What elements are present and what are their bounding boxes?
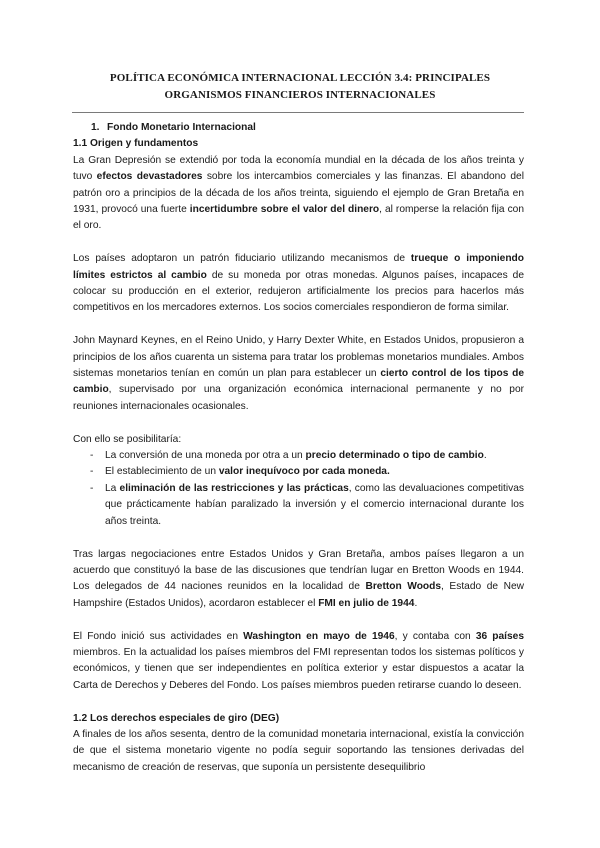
paragraph-inicio-fondo (73, 629, 524, 695)
text: Tras largas negociaciones entre Estados Unidos y Gran Bretaña, ambos países llegaron a un acuerdo que constituyó la base de las discusiones que tendrían lugar en Bretton Woods en 1944. Los delegados de 44 naciones reunidos en la localidad de (73, 548, 524, 593)
text: John Maynard Keynes, en el Reino Unido, y Harry Dexter White, en Estados Unidos, propusieron a principios de los años cuarenta un sistema para tratar los problemas monetarios mundiales. Ambos sistemas monetarios tenían en común un plan para establecer un (73, 335, 524, 380)
text: . (414, 597, 418, 609)
text: , como las devaluaciones competitivas que prácticamente habían paralizado la inversión y el comercio internacional durante los años treinta. (105, 482, 524, 527)
bold-text: efectos devastadores (96, 171, 203, 183)
subsection-heading-origen: 1.1 Origen y fundamentos (73, 138, 199, 150)
text: Los países adoptaron un patrón fiduciario utilizando mecanismos de (73, 253, 411, 265)
bold-text: trueque o imponiendo límites estrictos al cambio (73, 253, 524, 281)
bold-text: 36 países (475, 630, 524, 642)
section-number: 1. (91, 122, 100, 133)
document-title: POLÍTICA ECONÓMICA INTERNACIONAL LECCIÓN 3.4: PRINCIPALES ORGANISMOS FINANCIEROS INTERNACIONALES (109, 72, 491, 101)
dash-bullet: - (90, 450, 94, 462)
document-body (73, 120, 524, 776)
text: La conversión de una moneda por otra a un (105, 450, 306, 462)
paragraph-posibilitaria: Con ello se posibilitaría: (73, 433, 182, 445)
text: . (483, 450, 487, 462)
text: sobre los intercambios comerciales y las finanzas. El abandono del patrón oro a principios de la década de los años treinta, siguiendo el ejemplo de Gran Bretaña en 1931, provocó una fuerte (73, 171, 524, 216)
title-divider (72, 112, 524, 113)
text: , y contaba con (394, 630, 476, 642)
list-item (73, 481, 524, 530)
bold-text: valor inequívoco por cada moneda. (218, 466, 390, 478)
text: , supervisado por una organización económica internacional permanente y no por reuniones internacionales ocasionales. (73, 384, 524, 412)
text: de su moneda por otras monedas. Algunos países, incapaces de colocar su producción en el exterior, redujeron artificialmente los precios para hacerlos más competitivos en los mercadores externos. Los socios comerciales respondieron de forma similar. (73, 269, 524, 314)
text: miembros. En la actualidad los países miembros del FMI representan todos los sistemas políticos y económicos, y tienen que ser independientes en política exterior y estar dispuestos a acatar la Carta de Derechos y Deberes del Fondo. Los países miembros pueden retirarse cuando lo deseen. (73, 646, 524, 691)
bold-text: cierto control de los tipos de cambio (73, 368, 524, 396)
paragraph-patron-fiduciario (73, 251, 524, 317)
paragraph-gran-depresion (73, 153, 524, 235)
bold-text: FMI en julio de 1944 (318, 597, 415, 609)
section-title: Fondo Monetario Internacional (107, 122, 256, 133)
list-item (73, 464, 524, 480)
list-item (73, 448, 524, 464)
bold-text: Washington en mayo de 1946 (243, 630, 395, 642)
bold-text: incertidumbre sobre el valor del dinero (189, 204, 380, 216)
text: El establecimiento de un (105, 466, 219, 478)
paragraph-keynes-white (73, 333, 524, 415)
text: La (105, 482, 120, 494)
dash-bullet: - (90, 482, 94, 494)
bold-text: Bretton Woods (365, 581, 442, 593)
text: , Estado de New Hampshire (Estados Unidos), acordaron establecer el (73, 581, 524, 609)
paragraph-deg: A finales de los años sesenta, dentro de la comunidad monetaria internacional, existía la convicción de que el sistema monetario vigente no podía seguir soportando las tensiones derivadas del mecanismo de creación de reservas, que suponía un persistente desequilibrio (73, 728, 524, 773)
subsection-heading-deg: 1.2 Los derechos especiales de giro (DEG) (73, 712, 280, 724)
objectives-list (73, 448, 524, 530)
bold-text: precio determinado o tipo de cambio (305, 450, 484, 462)
paragraph-bretton-woods (73, 547, 524, 613)
text: El Fondo inició sus actividades en (73, 630, 244, 642)
text: , al romperse la relación fija con el oro. (73, 204, 525, 232)
bold-text: eliminación de las restricciones y las prácticas (119, 482, 349, 494)
dash-bullet: - (90, 466, 94, 478)
section-heading-imf (73, 120, 524, 136)
text: La Gran Depresión se extendió por toda la economía mundial en la década de los años treinta y tuvo (73, 154, 524, 183)
